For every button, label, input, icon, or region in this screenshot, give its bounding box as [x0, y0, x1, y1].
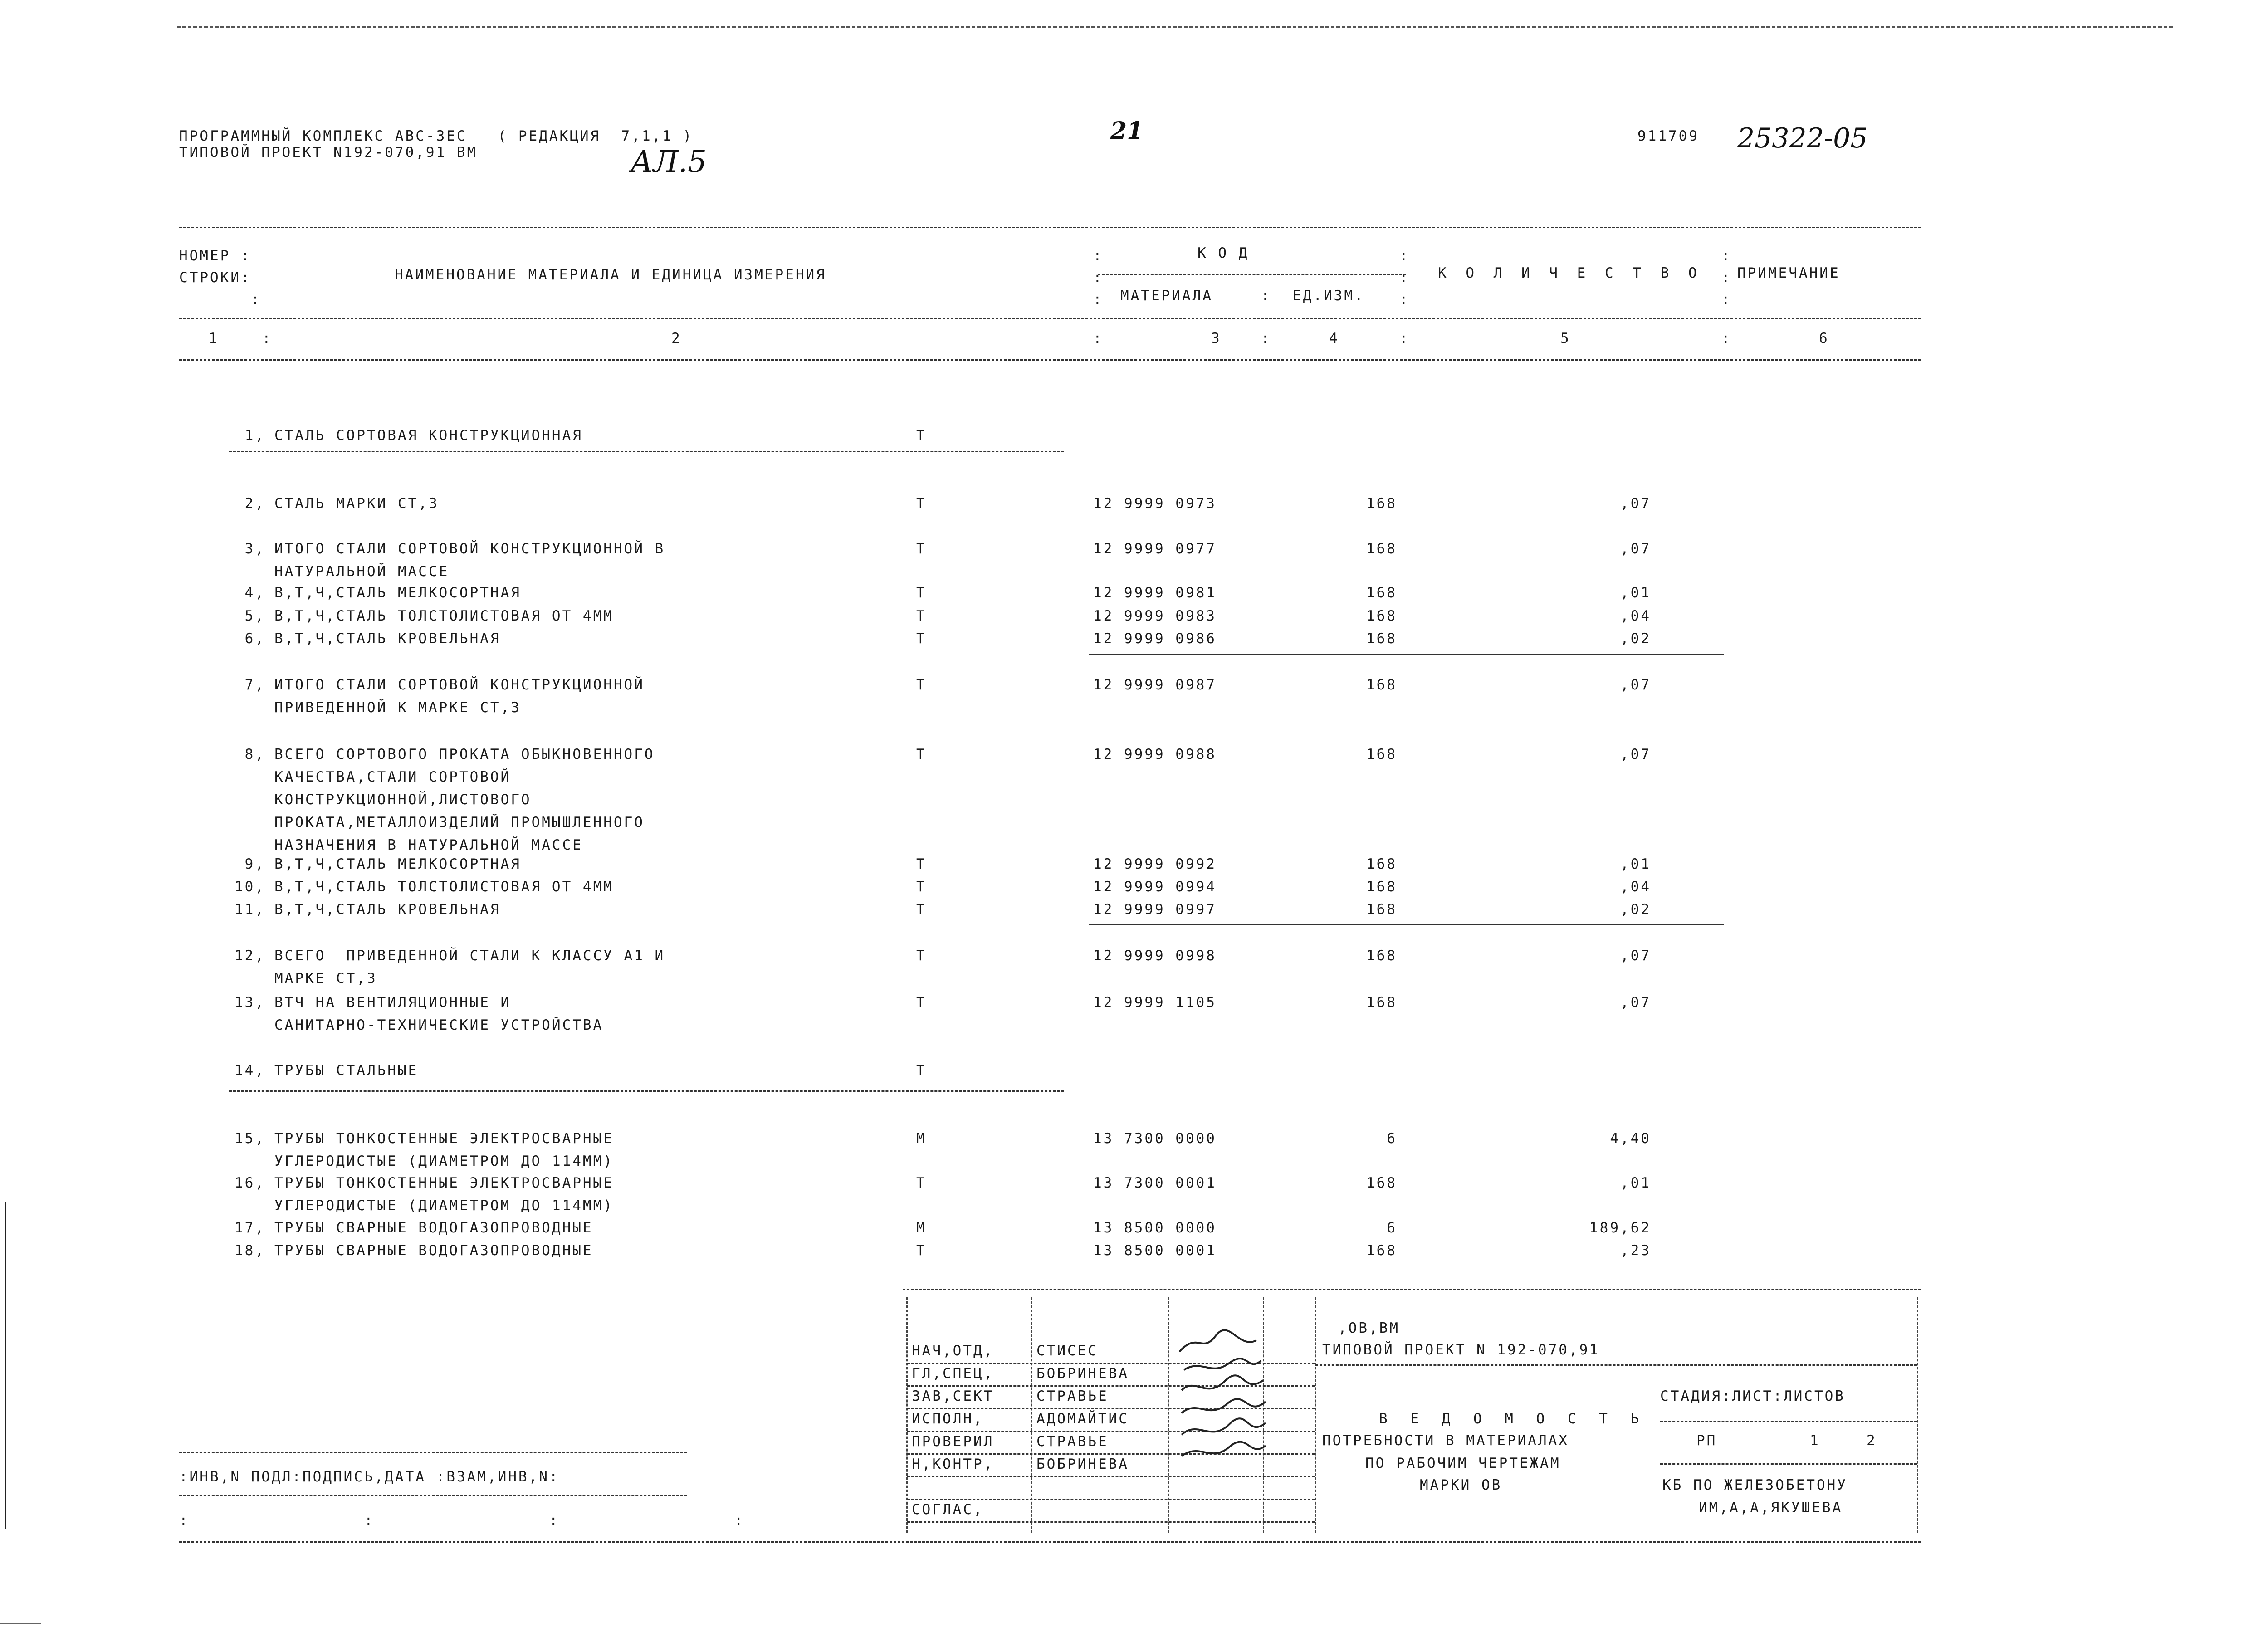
unit-letter: Т — [916, 1175, 927, 1191]
material-code: 12 9999 0988 — [1093, 746, 1217, 762]
header-separators: : : : — [1399, 248, 1410, 308]
material-name: В,Т,Ч,СТАЛЬ ТОЛСТОЛИСТОВАЯ ОТ 4ММ — [274, 608, 614, 624]
unit-code: 168 — [1366, 901, 1397, 918]
material-name: ТРУБЫ СТАЛЬНЫЕ — [274, 1062, 419, 1079]
unit-letter: Т — [916, 901, 927, 918]
material-name: ТРУБЫ СВАРНЫЕ ВОДОГАЗОПРОВОДНЫЕ — [274, 1220, 593, 1236]
stamp-top-rule — [903, 1289, 1921, 1290]
row-number: 5, — [244, 608, 265, 624]
material-name: ТРУБЫ ТОНКОСТЕННЫЕ ЭЛЕКТРОСВАРНЫЕ УГЛЕРОДИСТЫЕ (ДИАМЕТРОМ ДО 114ММ) — [274, 1175, 614, 1214]
unit-code: 168 — [1366, 1242, 1397, 1259]
left-block-text: :ИНВ,N ПОДЛ:ПОДПИСЬ,ДАТА :ВЗАМ,ИНВ,N: — [179, 1469, 560, 1485]
unit-letter: Т — [916, 1242, 927, 1259]
unit-code: 168 — [1366, 495, 1397, 512]
total-rule — [1089, 724, 1724, 727]
quantity: ,04 — [1620, 608, 1651, 624]
stamp-title-line-1: ПОТРЕБНОСТИ В МАТЕРИАЛАХ — [1322, 1432, 1569, 1449]
unit-code: 168 — [1366, 541, 1397, 557]
quantity: ,01 — [1620, 856, 1651, 872]
material-code: 13 7300 0000 — [1093, 1130, 1217, 1147]
row-number: 3, — [244, 541, 265, 557]
material-name: ИТОГО СТАЛИ СОРТОВОЙ КОНСТРУКЦИОННОЙ В НАТУРАЛЬНОЙ МАССЕ — [274, 541, 665, 580]
stamp-right-border — [1917, 1297, 1918, 1533]
material-code: 13 8500 0000 — [1093, 1220, 1217, 1236]
row-number: 17, — [235, 1220, 265, 1236]
stamp-mark: ,ОВ,ВМ — [1338, 1320, 1400, 1336]
page-number: 21 — [1110, 117, 1144, 145]
material-name: ВТЧ НА ВЕНТИЛЯЦИОННЫЕ И САНИТАРНО-ТЕХНИЧЕСКИЕ УСТРОЙСТВА — [274, 994, 604, 1033]
stamp-name: СТРАВЬЕ — [1036, 1433, 1109, 1450]
unit-letter: Т — [916, 630, 927, 647]
row-number: 6, — [244, 630, 265, 647]
col-num-6: 6 — [1819, 330, 1829, 347]
stamp-bottom-rule — [179, 1541, 1921, 1543]
header-mid-rule — [179, 318, 1921, 319]
table-top-rule — [179, 227, 1921, 228]
unit-letter: Т — [916, 495, 927, 512]
stamp-name: БОБРИНЕВА — [1036, 1365, 1129, 1382]
col-sep: : — [1721, 330, 1732, 347]
material-code: 12 9999 0973 — [1093, 495, 1217, 512]
stamp-name: БОБРИНЕВА — [1036, 1456, 1129, 1472]
total-rule — [1089, 654, 1724, 657]
quantity: ,04 — [1620, 879, 1651, 895]
row-number: 1, — [244, 427, 265, 444]
unit-code: 168 — [1366, 630, 1397, 647]
header-separators: : : : — [1093, 248, 1104, 308]
material-code: 12 9999 0998 — [1093, 948, 1217, 964]
stamp-role: ГЛ,СПЕЦ, — [912, 1365, 994, 1382]
unit-letter: Т — [916, 1062, 927, 1079]
stamp-role: ПРОВЕРИЛ — [912, 1433, 994, 1450]
unit-letter: Т — [916, 879, 927, 895]
material-name: В,Т,Ч,СТАЛЬ МЕЛКОСОРТНАЯ — [274, 856, 521, 872]
material-code: 12 9999 0987 — [1093, 677, 1217, 693]
material-code: 12 9999 0997 — [1093, 901, 1217, 918]
quantity: ,07 — [1620, 948, 1651, 964]
stamp-sheet: 1 — [1810, 1432, 1820, 1449]
material-name: ИТОГО СТАЛИ СОРТОВОЙ КОНСТРУКЦИОННОЙ ПРИВЕДЕННОЙ К МАРКЕ СТ,3 — [274, 677, 645, 716]
material-name: СТАЛЬ МАРКИ СТ,3 — [274, 495, 439, 512]
stamp-row-rule — [907, 1499, 1315, 1500]
doc-code-handwritten: 25322-05 — [1737, 122, 1868, 154]
stamp-project: ТИПОВОЙ ПРОЕКТ N 192-070,91 — [1322, 1342, 1600, 1358]
unit-letter: Т — [916, 746, 927, 762]
unit-code: 168 — [1366, 746, 1397, 762]
col-num-4: 4 — [1329, 330, 1339, 347]
unit-code: 168 — [1366, 608, 1397, 624]
col-header-name: НАИМЕНОВАНИЕ МАТЕРИАЛА И ЕДИНИЦА ИЗМЕРЕНИЯ — [395, 267, 826, 283]
material-code: 12 9999 0977 — [1093, 541, 1217, 557]
header-separators: : : : — [1721, 248, 1732, 308]
material-name: ТРУБЫ ТОНКОСТЕННЫЕ ЭЛЕКТРОСВАРНЫЕ УГЛЕРОДИСТЫЕ (ДИАМЕТРОМ ДО 114ММ) — [274, 1130, 614, 1169]
unit-code: 168 — [1366, 948, 1397, 964]
stamp-role: ИСПОЛН, — [912, 1411, 984, 1427]
unit-letter: Т — [916, 994, 927, 1011]
total-rule — [1089, 924, 1724, 927]
unit-letter: М — [916, 1130, 927, 1147]
unit-code: 6 — [1387, 1130, 1397, 1147]
stamp-name: СТРАВЬЕ — [1036, 1388, 1109, 1404]
project-header-line: ТИПОВОЙ ПРОЕКТ N192-070,91 ВМ — [179, 144, 478, 161]
stamp-title-line-2: ПО РАБОЧИМ ЧЕРТЕЖАМ — [1365, 1455, 1561, 1471]
col-num-1: 1 — [209, 330, 219, 347]
material-name: ТРУБЫ СВАРНЫЕ ВОДОГАЗОПРОВОДНЫЕ — [274, 1242, 593, 1259]
col-sep: : — [1261, 330, 1271, 347]
material-name: В,Т,Ч,СТАЛЬ МЕЛКОСОРТНАЯ — [274, 585, 521, 601]
stamp-col — [1031, 1297, 1032, 1533]
unit-letter: Т — [916, 677, 927, 693]
unit-code: 168 — [1366, 856, 1397, 872]
unit-code: 168 — [1366, 677, 1397, 693]
stamp-role: Н,КОНТР, — [912, 1456, 994, 1472]
header-separators: : — [1261, 288, 1271, 304]
code-sub-rule — [1098, 274, 1406, 275]
top-dash-rule — [177, 26, 2173, 28]
material-code: 12 9999 0983 — [1093, 608, 1217, 624]
row-number: 15, — [235, 1130, 265, 1147]
section-rule — [229, 451, 1064, 452]
col-header-quantity: К О Л И Ч Е С Т В О — [1438, 265, 1702, 281]
row-number: 2, — [244, 495, 265, 512]
quantity: ,07 — [1620, 994, 1651, 1011]
col-header-code-material: МАТЕРИАЛА — [1120, 288, 1213, 304]
total-rule — [1089, 520, 1724, 523]
material-name: ВСЕГО ПРИВЕДЕННОЙ СТАЛИ К КЛАССУ А1 И МАРКЕ СТ,3 — [274, 948, 665, 987]
row-number: 14, — [235, 1062, 265, 1079]
col-num-2: 2 — [671, 330, 682, 347]
row-number: 11, — [235, 901, 265, 918]
unit-letter: Т — [916, 585, 927, 601]
col-num-3: 3 — [1211, 330, 1222, 347]
row-number: 13, — [235, 994, 265, 1011]
stamp-col — [1168, 1297, 1169, 1533]
left-block-mid-rule — [179, 1495, 687, 1496]
stamp-org-line-1: КБ ПО ЖЕЛЕЗОБЕТОНУ — [1662, 1477, 1848, 1493]
quantity: ,02 — [1620, 630, 1651, 647]
material-code: 12 9999 0981 — [1093, 585, 1217, 601]
unit-letter: Т — [916, 427, 927, 444]
handwritten-sheet-mark: АЛ.5 — [631, 144, 707, 179]
quantity: ,02 — [1620, 901, 1651, 918]
stamp-title-line-3: МАРКИ ОВ — [1420, 1477, 1502, 1493]
scan-edge-mark — [5, 1202, 6, 1529]
stamp-org-line-2: ИМ,А,А,ЯКУШЕВА — [1699, 1500, 1843, 1516]
unit-code: 168 — [1366, 879, 1397, 895]
quantity: ,07 — [1620, 746, 1651, 762]
col-header-row-number: НОМЕР : СТРОКИ: : — [179, 248, 262, 308]
unit-code: 168 — [1366, 585, 1397, 601]
left-block-separators: : : : : — [179, 1512, 745, 1529]
material-code: 12 9999 0992 — [1093, 856, 1217, 872]
row-number: 18, — [235, 1242, 265, 1259]
col-header-code: К О Д — [1198, 245, 1249, 261]
col-header-note: ПРИМЕЧАНИЕ — [1737, 265, 1840, 281]
row-number: 10, — [235, 879, 265, 895]
signature-scribbles — [1170, 1327, 1279, 1490]
stamp-col — [1315, 1297, 1316, 1533]
material-name: СТАЛЬ СОРТОВАЯ КОНСТРУКЦИОННАЯ — [274, 427, 583, 444]
stamp-stage-rule — [1660, 1421, 1917, 1422]
stamp-name: СТИСЕС — [1036, 1343, 1098, 1359]
row-number: 12, — [235, 948, 265, 964]
material-code: 12 9999 0986 — [1093, 630, 1217, 647]
quantity: ,07 — [1620, 495, 1651, 512]
material-code: 13 8500 0001 — [1093, 1242, 1217, 1259]
stamp-role: НАЧ,ОТД, — [912, 1343, 994, 1359]
stamp-project-rule — [1315, 1364, 1917, 1366]
quantity: ,01 — [1620, 1175, 1651, 1191]
unit-letter: Т — [916, 608, 927, 624]
stamp-sheets: 2 — [1867, 1432, 1877, 1449]
unit-code: 168 — [1366, 1175, 1397, 1191]
col-sep: : — [262, 330, 273, 347]
unit-letter: Т — [916, 948, 927, 964]
unit-letter: М — [916, 1220, 927, 1236]
quantity: ,23 — [1620, 1242, 1651, 1259]
quantity: ,07 — [1620, 541, 1651, 557]
stamp-role: СОГЛАС, — [912, 1501, 984, 1518]
material-name: ВСЕГО СОРТОВОГО ПРОКАТА ОБЫКНОВЕННОГО КАЧЕСТВА,СТАЛИ СОРТОВОЙ КОНСТРУКЦИОННОЙ,ЛИСТОВОГО ПРОКАТА,МЕТАЛЛОИЗДЕЛИЙ ПРОМЫШЛЕННОГО НАЗНАЧЕНИЯ В НАТУРАЛЬНОЙ МАССЕ — [274, 746, 655, 853]
scan-edge-mark — [0, 1623, 41, 1624]
unit-letter: Т — [916, 856, 927, 872]
row-number: 8, — [244, 746, 265, 762]
row-number: 16, — [235, 1175, 265, 1191]
material-code: 12 9999 1105 — [1093, 994, 1217, 1011]
col-sep: : — [1399, 330, 1410, 347]
unit-letter: Т — [916, 541, 927, 557]
left-block-top-rule — [179, 1452, 687, 1453]
stamp-name: АДОМАЙТИС — [1036, 1411, 1129, 1427]
stamp-org-rule — [1660, 1463, 1917, 1465]
header-bottom-rule — [179, 359, 1921, 361]
quantity: 189,62 — [1589, 1220, 1651, 1236]
quantity: ,01 — [1620, 585, 1651, 601]
stamp-stage: РП — [1696, 1432, 1717, 1449]
row-number: 7, — [244, 677, 265, 693]
material-name: В,Т,Ч,СТАЛЬ ТОЛСТОЛИСТОВАЯ ОТ 4ММ — [274, 879, 614, 895]
material-name: В,Т,Ч,СТАЛЬ КРОВЕЛЬНАЯ — [274, 630, 501, 647]
stamp-stage-header: СТАДИЯ:ЛИСТ:ЛИСТОВ — [1660, 1388, 1845, 1404]
row-number: 9, — [244, 856, 265, 872]
col-num-5: 5 — [1560, 330, 1571, 347]
quantity: 4,40 — [1610, 1130, 1651, 1147]
stamp-row-rule — [907, 1521, 1315, 1523]
material-code: 12 9999 0994 — [1093, 879, 1217, 895]
material-code: 13 7300 0001 — [1093, 1175, 1217, 1191]
quantity: ,07 — [1620, 677, 1651, 693]
unit-code: 168 — [1366, 994, 1397, 1011]
stamp-role: ЗАВ,СЕКТ — [912, 1388, 994, 1404]
stamp-left-border — [906, 1297, 908, 1533]
section-rule — [229, 1090, 1064, 1092]
material-name: В,Т,Ч,СТАЛЬ КРОВЕЛЬНАЯ — [274, 901, 501, 918]
col-sep: : — [1093, 330, 1104, 347]
row-number: 4, — [244, 585, 265, 601]
unit-code: 6 — [1387, 1220, 1397, 1236]
doc-code-printed: 911709 — [1637, 128, 1699, 144]
program-header-line: ПРОГРАММНЫЙ КОМПЛЕКС АВС-3ЕС ( РЕДАКЦИЯ 7,1,1 ) — [179, 128, 694, 144]
stamp-title-spaced: В Е Д О М О С Т Ь — [1379, 1411, 1647, 1427]
col-header-code-unit: ЕД.ИЗМ. — [1293, 288, 1365, 304]
